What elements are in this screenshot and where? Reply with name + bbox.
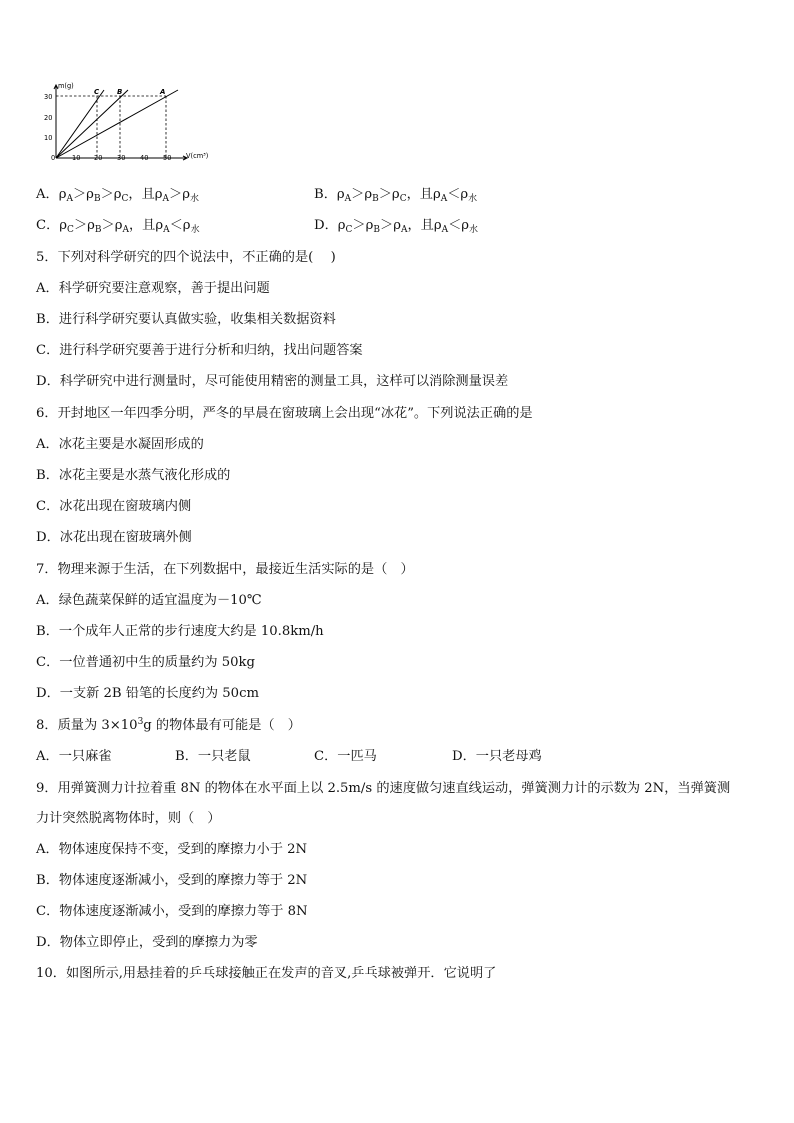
q6-option-c[interactable]: C．冰花出现在窗玻璃内侧 (36, 499, 192, 514)
y-axis-label: m(g) (58, 82, 74, 90)
x-tick-20: 20 (94, 154, 103, 162)
q7-stem: 7．物理来源于生活，在下列数据中，最接近生活实际的是（ ） (36, 562, 414, 577)
q4-option-b[interactable]: B．$\rho_A>\rho_B>\rho_C$，且$\rho_A<\rho_水$ (314, 187, 478, 204)
q4-option-c[interactable]: C．$\rho_C>\rho_B>\rho_A$，且$\rho_A<\rho_水$ (36, 218, 200, 235)
label-a: A (160, 88, 166, 96)
q8-option-a[interactable]: A．一只麻雀 (36, 749, 112, 764)
q5-option-b[interactable]: B．进行科学研究要认真做实验，收集相关数据资料 (36, 312, 336, 327)
q7-option-b[interactable]: B．一个成年人正常的步行速度大约是 10.8km/h (36, 624, 324, 639)
label-c: C (94, 88, 100, 96)
q4-option-d[interactable]: D．$\rho_C>\rho_B>\rho_A$，且$\rho_A<\rho_水$ (314, 218, 479, 235)
q5-stem: 5．下列对科学研究的四个说法中，不正确的是( ) (36, 250, 336, 265)
q9-option-a[interactable]: A．物体速度保持不变，受到的摩擦力小于 2N (36, 842, 308, 857)
q6-option-a[interactable]: A．冰花主要是水凝固形成的 (36, 437, 204, 452)
q6-option-b[interactable]: B．冰花主要是水蒸气液化形成的 (36, 468, 231, 483)
q10-stem: 10．如图所示,用悬挂着的乒乓球接触正在发声的音叉,乒乓球被弹开．它说明了 (36, 966, 497, 981)
label-b: B (117, 88, 123, 96)
q6-option-d[interactable]: D．冰花出现在窗玻璃外侧 (36, 530, 192, 545)
y-tick-20: 20 (44, 114, 53, 122)
q4-option-a[interactable]: A．$\rho_A>\rho_B>\rho_C$，且$\rho_A>\rho_水$ (36, 187, 200, 204)
q5-option-a[interactable]: A．科学研究要注意观察，善于提出问题 (36, 281, 270, 296)
q8-option-c[interactable]: C．一匹马 (314, 749, 377, 764)
q7-option-d[interactable]: D．一支新 2B 铅笔的长度约为 50cm (36, 686, 259, 701)
q8-option-b[interactable]: B．一只老鼠 (175, 749, 251, 764)
mass-volume-graph (36, 80, 211, 162)
q5-option-d[interactable]: D．科学研究中进行测量时，尽可能使用精密的测量工具，这样可以消除测量误差 (36, 374, 509, 389)
q9-stem-line2: 力计突然脱离物体时，则（ ） (36, 811, 221, 826)
q9-option-b[interactable]: B．物体速度逐渐减小，受到的摩擦力等于 2N (36, 873, 308, 888)
x-tick-0: 0 (51, 154, 56, 162)
x-axis-label: V(cm³) (186, 152, 209, 160)
x-tick-10: 10 (72, 154, 81, 162)
q7-option-c[interactable]: C．一位普通初中生的质量约为 50kg (36, 655, 255, 670)
q8-option-d[interactable]: D．一只老母鸡 (452, 749, 542, 764)
q7-option-a[interactable]: A．绿色蔬菜保鲜的适宜温度为－10℃ (36, 593, 262, 608)
q9-option-c[interactable]: C．物体速度逐渐减小，受到的摩擦力等于 8N (36, 904, 308, 919)
y-tick-30: 30 (44, 93, 53, 101)
y-tick-10: 10 (44, 134, 53, 142)
q8-stem: 8．质量为 $3\times 10^3g$ 的物体最有可能是（ ） (36, 717, 301, 733)
q5-option-c[interactable]: C．进行科学研究要善于进行分析和归纳，找出问题答案 (36, 343, 363, 358)
q6-stem: 6．开封地区一年四季分明，严冬的早晨在窗玻璃上会出现“冰花”。下列说法正确的是 (36, 406, 533, 421)
q9-stem-line1: 9．用弹簧测力计拉着重 8N 的物体在水平面上以 2.5m/s 的速度做匀速直线运动，弹簧测力计的示数为 2N，当弹簧测 (36, 781, 731, 796)
x-tick-40: 40 (140, 154, 149, 162)
q9-option-d[interactable]: D．物体立即停止，受到的摩擦力为零 (36, 935, 258, 950)
x-tick-30: 30 (117, 154, 126, 162)
x-tick-50: 50 (163, 154, 172, 162)
